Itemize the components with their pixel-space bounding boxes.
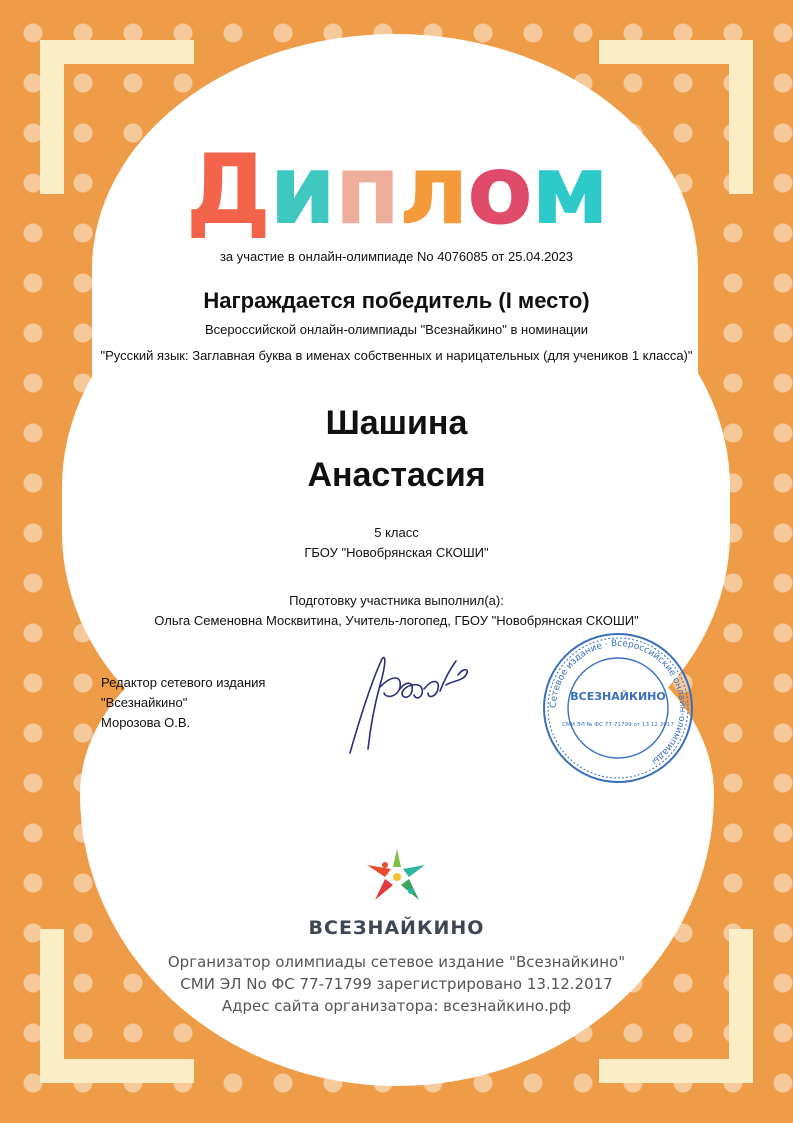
footer-registration: СМИ ЭЛ No ФС 77-71799 зарегистрировано 13.12.2017 [180, 975, 613, 993]
editor-block [101, 673, 265, 733]
footer-website: Адрес сайта организатора: всезнайкино.рф [221, 997, 572, 1015]
stamp-outer-text: Сетевое издание · Всероссийские онлайн-олимпиады [548, 638, 688, 767]
stamp-center-text: ВСЕЗНАЙКИНО [570, 690, 666, 703]
title-letter: л [398, 134, 467, 246]
title-letter: Д [185, 134, 270, 246]
preparation-teacher: Ольга Семеновна Москвитина, Учитель-логопед, ГБОУ "Новобрянская СКОШИ" [154, 613, 639, 628]
nomination-text: "Русский язык: Заглавная буква в именах собственных и нарицательных (для учеников 1 класса)" [100, 348, 693, 363]
official-stamp [540, 630, 696, 786]
footer-organizer: Организатор олимпиады сетевое издание "Всезнайкино" [167, 953, 626, 971]
participant-surname: Шашина [325, 404, 468, 442]
participant-grade: 5 класс [374, 525, 419, 540]
participant-given-name: Анастасия [307, 456, 486, 494]
preparation-label: Подготовку участника выполнил(а): [289, 593, 504, 608]
editor-line-2: "Всезнайкино" [101, 695, 188, 710]
vseznaykino-logo-icon [357, 845, 437, 915]
title-letter: п [334, 134, 399, 246]
editor-name: Морозова О.В. [101, 715, 191, 730]
editor-line-1: Редактор сетевого издания [101, 675, 266, 690]
title-letter: м [530, 134, 608, 246]
logo-wordmark: ВСЕЗНАЙКИНО [308, 917, 485, 939]
stamp-registration: СМИ ЭЛ № ФС 77-71799 от 13.12.2017 [562, 722, 674, 728]
participant-school: ГБОУ "Новобрянская СКОШИ" [304, 545, 489, 560]
title-letter: и [269, 134, 335, 246]
participation-subtitle: за участие в онлайн-олимпиаде No 4076085 от 25.04.2023 [219, 249, 574, 264]
award-heading: Награждается победитель (I место) [203, 288, 590, 313]
olympiad-line: Всероссийской онлайн-олимпиады "Всезнайкино" в номинации [204, 322, 589, 337]
diploma-title [0, 134, 793, 246]
title-letter: о [466, 134, 531, 246]
editor-signature [340, 645, 480, 765]
